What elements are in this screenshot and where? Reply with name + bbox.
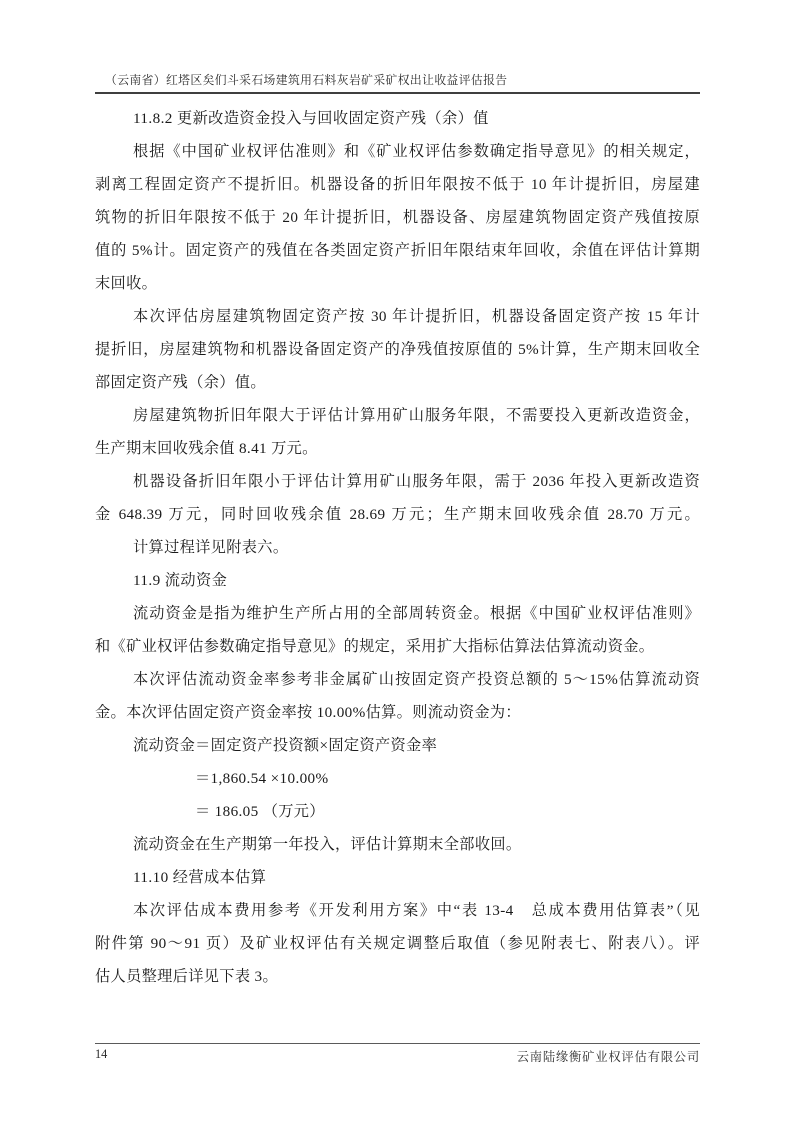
text-line: 房屋建筑物折旧年限大于评估计算用矿山服务年限，不需要投入更新改造资金， [133,407,700,424]
para-working-capital-recovery [95,828,700,861]
page-number: 14 [95,1047,108,1061]
text-line: 根据《中国矿业权评估准则》和《矿业权评估参数确定指导意见》的相关规定， [133,143,700,160]
formula-line: ＝1,860.54 ×10.00% [195,770,329,787]
text-line: 金 648.39 万元，同时回收残余值 28.69 万元；生产期末回收残余值 28.70 万元。 [95,506,700,523]
section-heading-11-10: 11.10 经营成本估算 [133,869,267,886]
text-line: 和《矿业权评估参数确定指导意见》的规定，采用扩大指标估算法估算流动资金。 [95,638,655,655]
working-capital-formula [95,729,700,828]
text-line: 金。本次评估固定资产资金率按 10.00%估算。则流动资金为： [95,704,521,721]
text-line: 计算过程详见附表六。 [133,539,289,556]
text-line: 机器设备折旧年限小于评估计算用矿山服务年限，需于 2036 年投入更新改造资 [133,473,700,490]
text-line: 部固定资产残（余）值。 [95,374,266,391]
text-line: 筑物的折旧年限按不低于 20 年计提折旧，机器设备、房屋建筑物固定资产残值按原 [95,209,700,226]
para-building-residual [95,399,700,465]
para-operating-cost-source [95,894,700,993]
text-line: 末回收。 [95,275,158,292]
text-line: 本次评估流动资金率参考非金属矿山按固定资产投资总额的 5～15%估算流动资 [133,671,700,688]
header-rule [95,92,700,94]
section-heading-11-8-2: 11.8.2 更新改造资金投入与回收固定资产残（余）值 [133,110,489,127]
formula-line: ＝ 186.05 （万元） [195,803,325,820]
section-heading-11-9: 11.9 流动资金 [133,572,228,589]
page-header [95,71,700,94]
text-line: 估人员整理后详见下表 3。 [95,968,279,985]
para-working-capital-rate [95,663,700,729]
para-equipment-renewal [95,465,700,531]
text-line: 本次评估房屋建筑物固定资产按 30 年计提折旧，机器设备固定资产按 15 年计 [133,308,700,325]
text-line: 剥离工程固定资产不提折旧。机器设备的折旧年限按不低于 10 年计提折旧，房屋建 [95,176,700,193]
para-depreciation-policy [95,135,700,300]
para-see-appendix-six [95,531,700,564]
text-line: 生产期末回收残余值 8.41 万元。 [95,440,318,457]
footer-company-name: 云南陆缘衡矿业权评估有限公司 [516,1050,700,1064]
text-line: 流动资金在生产期第一年投入，评估计算期末全部收回。 [133,836,522,853]
footer-row [95,1044,700,1065]
para-working-capital-definition [95,597,700,663]
para-depreciation-assumption [95,300,700,399]
text-line: 值的 5%计。固定资产的残值在各类固定资产折旧年限结束年回收，余值在评估计算期 [95,242,700,259]
page-footer [95,1043,700,1065]
text-line: 提折旧，房屋建筑物和机器设备固定资产的净残值按原值的 5%计算，生产期末回收全 [95,341,700,358]
text-line: 附件第 90～91 页）及矿业权评估有关规定调整后取值（参见附表七、附表八）。评 [95,935,700,952]
text-line: 流动资金是指为维护生产所占用的全部周转资金。根据《中国矿业权评估准则》 [133,605,700,622]
report-header-title: （云南省）红塔区矣们斗采石场建筑用石料灰岩矿采矿权出让收益评估报告 [105,73,508,87]
document-body [95,102,700,993]
formula-line: 流动资金＝固定资产投资额×固定资产资金率 [133,737,438,754]
text-line: 本次评估成本费用参考《开发利用方案》中“表 13-4 总成本费用估算表”（见 [133,902,700,919]
